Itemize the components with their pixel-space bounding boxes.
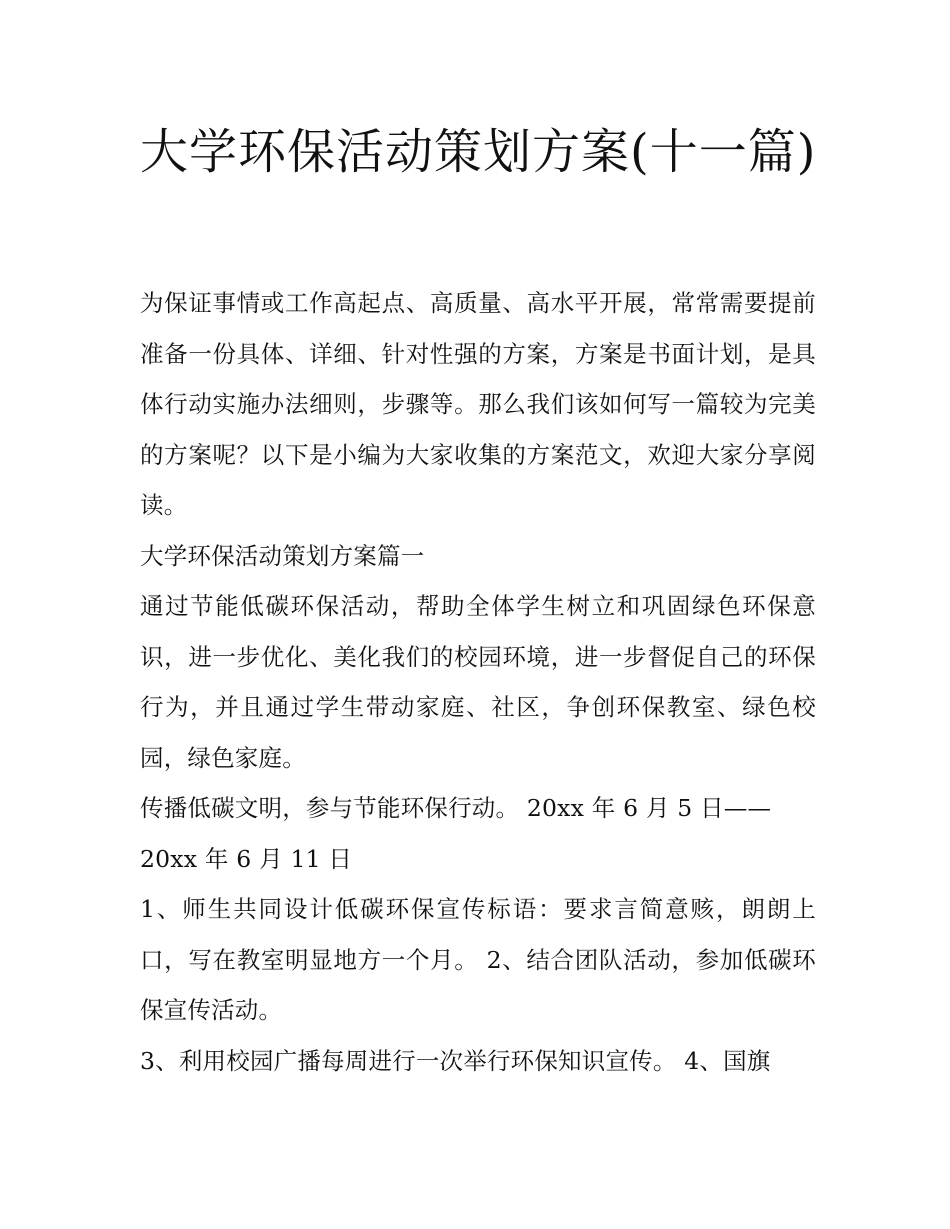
- theme-date-line: 传播低碳文明，参与节能环保行动。 20xx 年 6 月 5 日——: [140, 794, 772, 822]
- activity-items-1-2: 1、师生共同设计低碳环保宣传标语：要求言简意赅，朗朗上口，写在教室明显地方一个月。 2、结合团队活动，参加低碳环保宣传活动。: [140, 895, 816, 1024]
- document-body: [140, 278, 816, 1086]
- intro-paragraph: 为保证事情或工作高起点、高质量、高水平开展，常常需要提前准备一份具体、详细、针对性强的方案，方案是书面计划，是具体行动实施办法细则，步骤等。那么我们该如何写一篇较为完美的方案呢？以下是小编为大家收集的方案范文，欢迎大家分享阅读。: [140, 289, 816, 519]
- section-heading: 大学环保活动策划方案篇一: [140, 541, 425, 570]
- purpose-paragraph: 通过节能低碳环保活动，帮助全体学生树立和巩固绿色环保意识，进一步优化、美化我们的校园环境，进一步督促自己的环保行为，并且通过学生带动家庭、社区，争创环保教室、绿色校园，绿色家庭。: [140, 592, 816, 772]
- document-title: 大学环保活动策划方案(十一篇): [140, 124, 817, 180]
- activity-items-3-4: 3、利用校园广播每周进行一次举行环保知识宣传。 4、国旗: [140, 1046, 771, 1075]
- date-end-line: 20xx 年 6 月 11 日: [140, 844, 353, 873]
